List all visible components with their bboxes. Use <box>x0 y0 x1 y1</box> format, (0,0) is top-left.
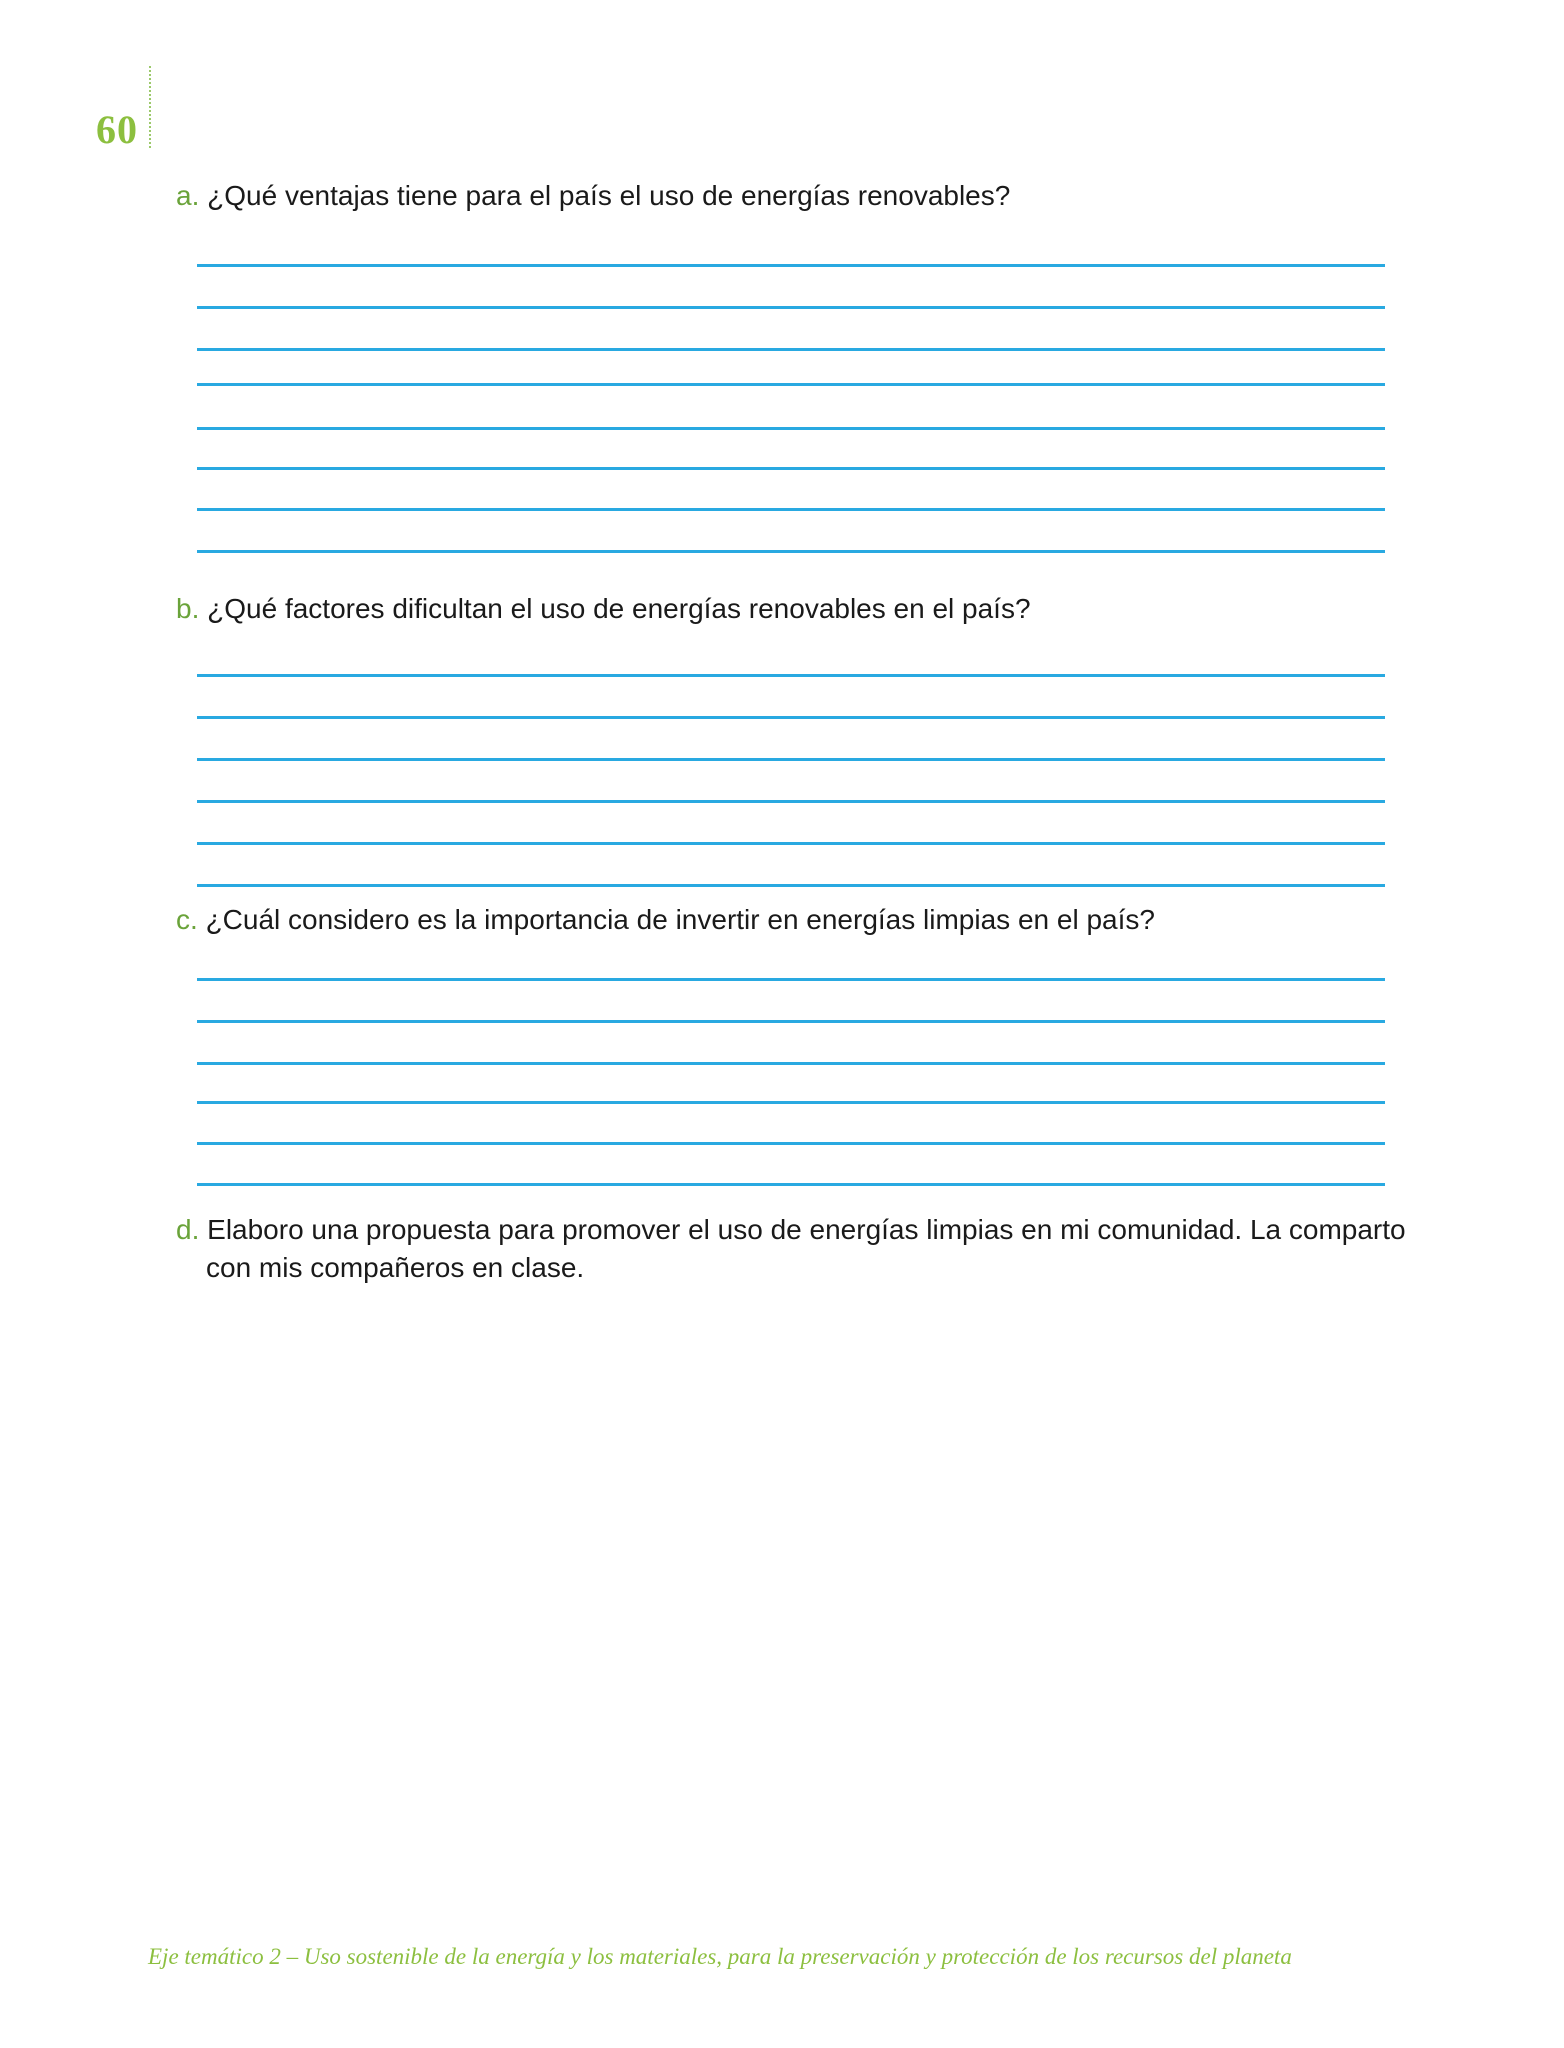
question-text: ¿Qué factores dificultan el uso de energías renovables en el país? <box>207 593 1031 624</box>
answer-line[interactable] <box>197 1142 1385 1145</box>
answer-line[interactable] <box>197 1020 1385 1023</box>
answer-line[interactable] <box>197 383 1385 386</box>
answer-line[interactable] <box>197 978 1385 981</box>
question-text: Elaboro una propuesta para promover el uso de energías limpias en mi comunidad. La comparto con mis compañeros en clase. <box>206 1214 1406 1283</box>
question-letter: b. <box>176 593 200 624</box>
footer-running-title: Eje temático 2 – Uso sostenible de la energía y los materiales, para la preservación y protección de los recursos del planeta <box>148 1944 1292 1969</box>
answer-line[interactable] <box>197 264 1385 267</box>
answer-line[interactable] <box>197 467 1385 470</box>
answer-line[interactable] <box>197 884 1385 887</box>
question-c <box>176 901 1416 939</box>
answer-line[interactable] <box>197 1101 1385 1104</box>
answer-line[interactable] <box>197 716 1385 719</box>
question-letter: d. <box>176 1214 200 1245</box>
answer-line[interactable] <box>197 306 1385 309</box>
page-number: 60 <box>96 107 138 152</box>
question-letter: a. <box>176 180 200 211</box>
answer-line[interactable] <box>197 427 1385 430</box>
answer-line[interactable] <box>197 348 1385 351</box>
answer-line[interactable] <box>197 1183 1385 1186</box>
answer-line[interactable] <box>197 550 1385 553</box>
margin-rule <box>149 66 151 148</box>
question-text: ¿Cuál considero es la importancia de invertir en energías limpias en el país? <box>205 904 1155 935</box>
question-a <box>176 177 1416 215</box>
answer-line[interactable] <box>197 758 1385 761</box>
question-letter: c. <box>176 904 198 935</box>
question-d <box>176 1211 1416 1287</box>
answer-line[interactable] <box>197 842 1385 845</box>
answer-line[interactable] <box>197 1062 1385 1065</box>
answer-line[interactable] <box>197 508 1385 511</box>
answer-line[interactable] <box>197 674 1385 677</box>
question-text: ¿Qué ventajas tiene para el país el uso de energías renovables? <box>207 180 1011 211</box>
question-b <box>176 590 1416 628</box>
answer-line[interactable] <box>197 800 1385 803</box>
